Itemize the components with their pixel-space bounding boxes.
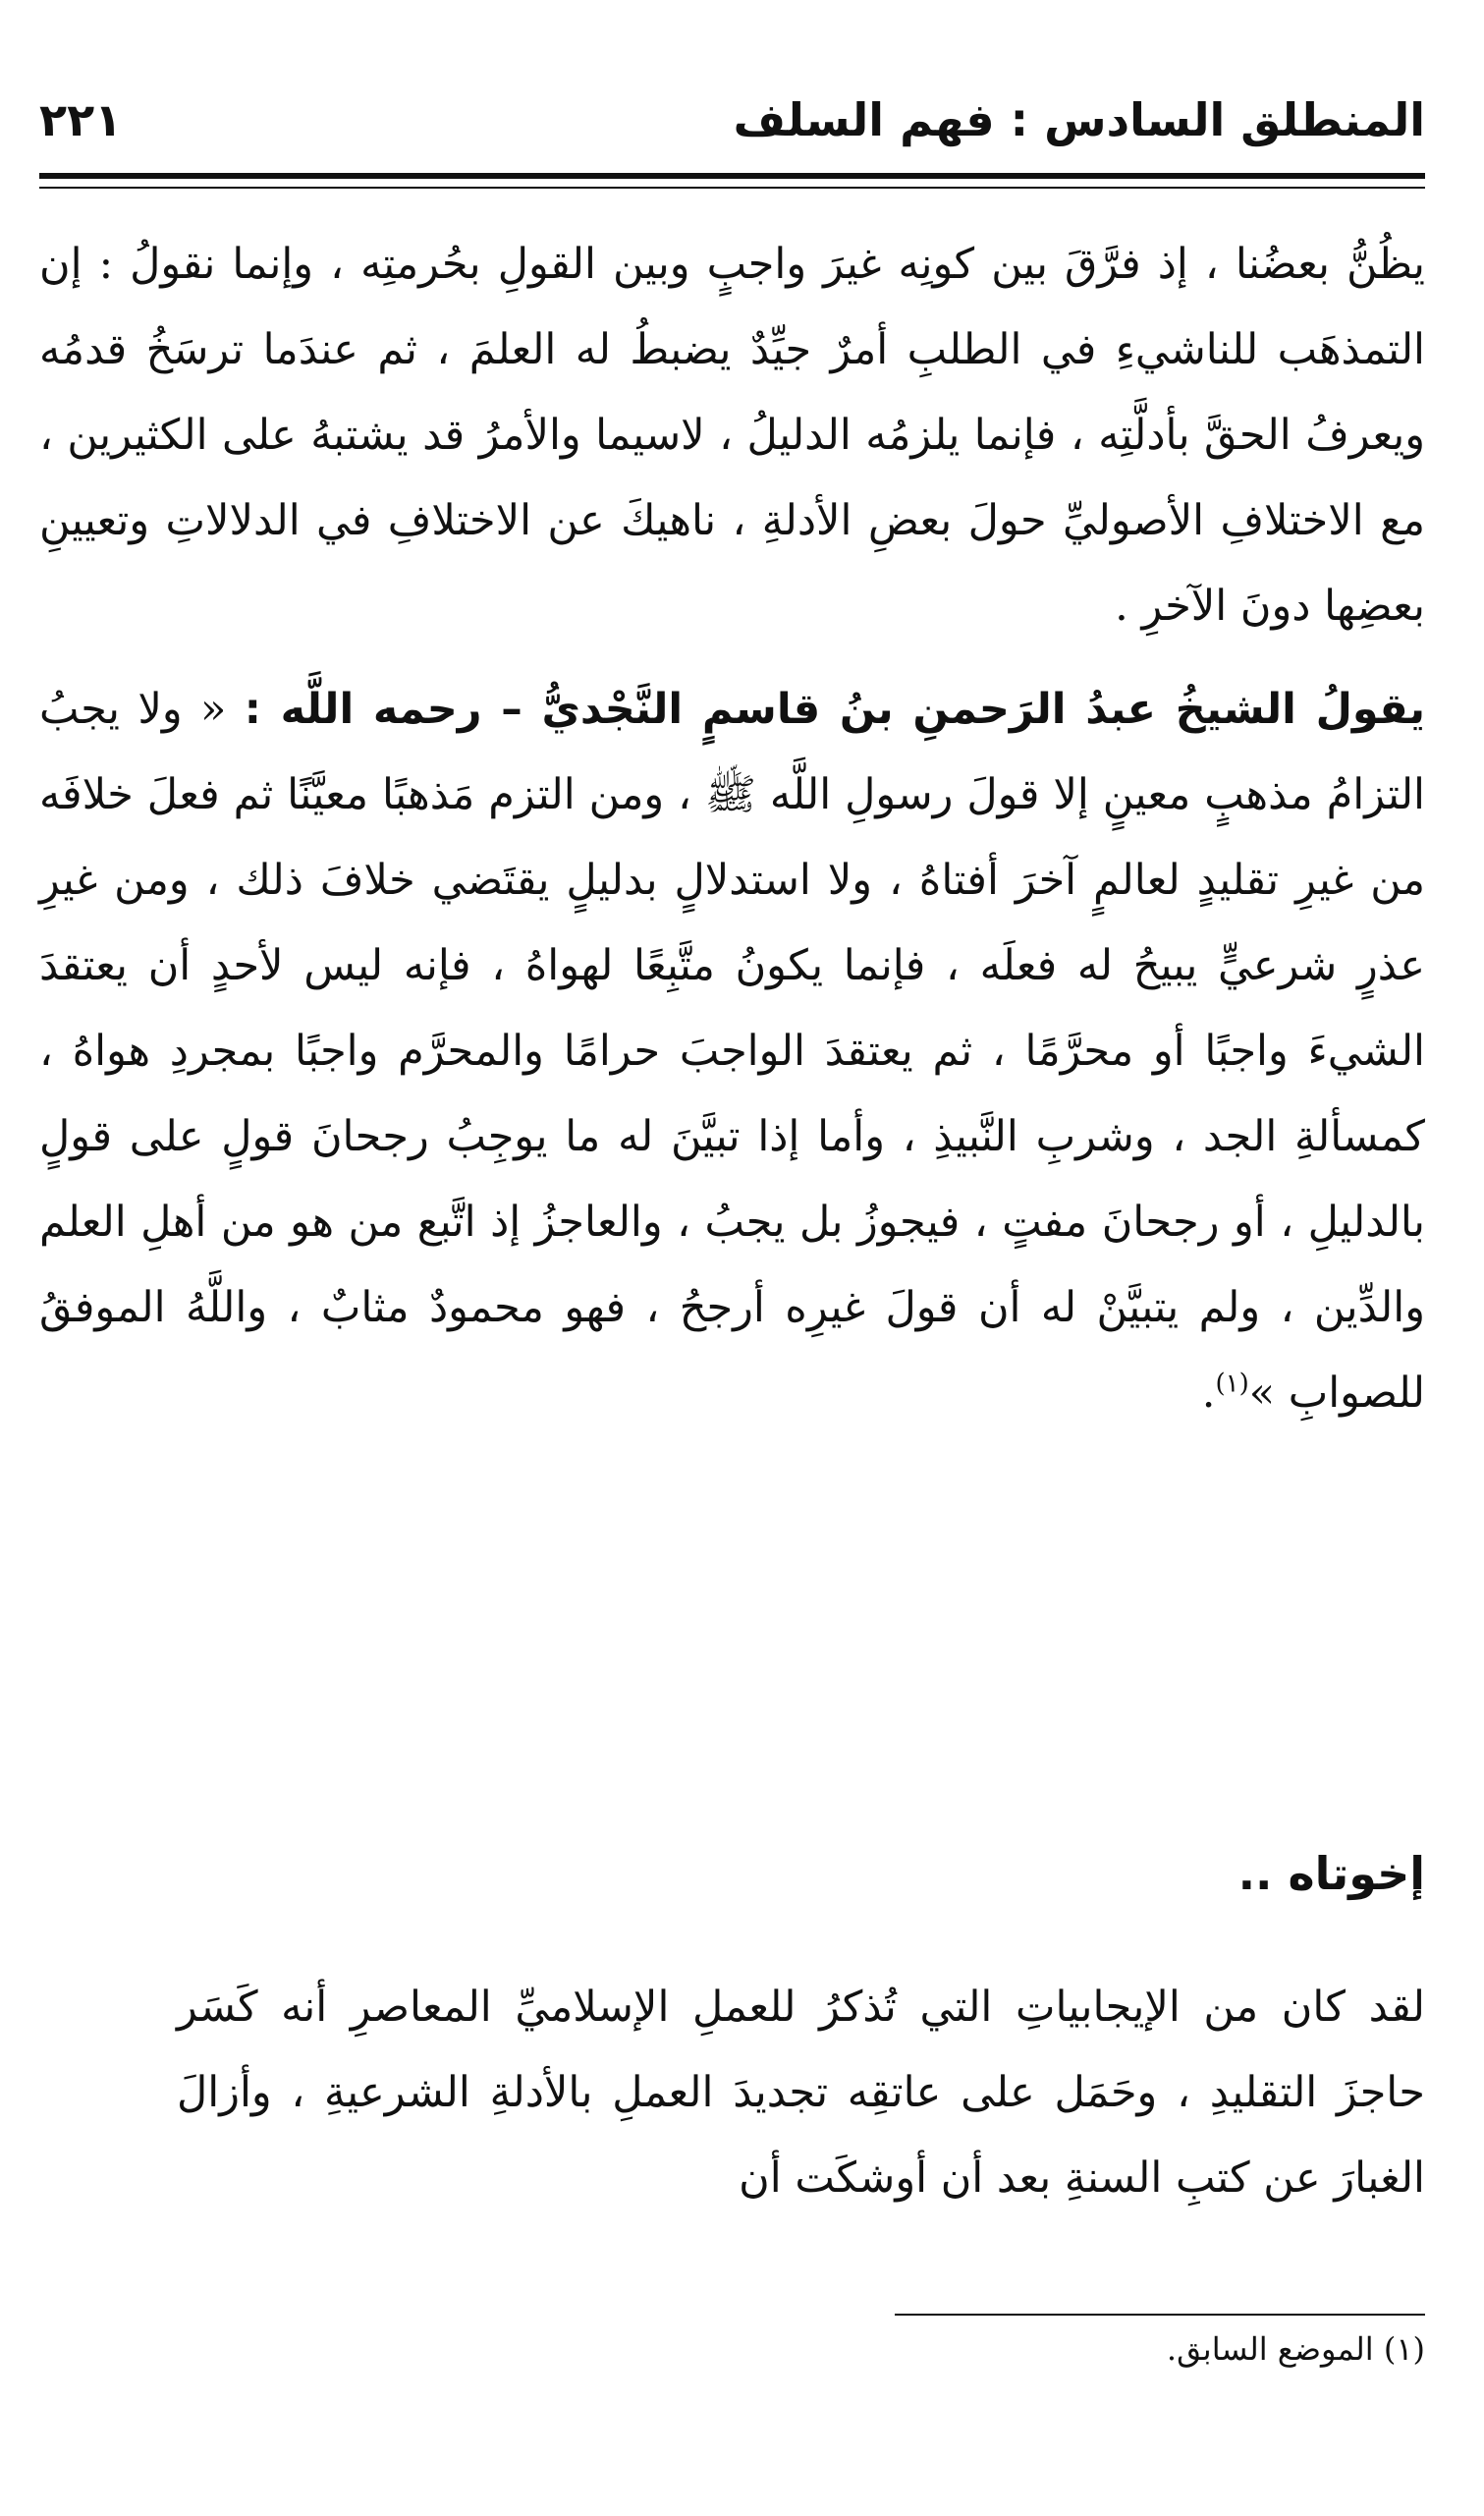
quote-paragraph <box>39 667 1425 1436</box>
running-head <box>39 93 1425 162</box>
chapter-title: المنطلق السادس : فهم السلف <box>733 93 1425 146</box>
footnote: (١) الموضع السابق. <box>1166 2330 1425 2368</box>
header-rule-thick <box>39 173 1425 179</box>
quote-end-period: . <box>1201 1369 1216 1418</box>
section-text <box>177 1965 1425 2221</box>
page-number: ٢٢١ <box>39 93 123 146</box>
footnote-reference[interactable]: (١) <box>1215 1369 1249 1399</box>
section-paragraph: لقد كان من الإيجابياتِ التي تُذكرُ للعملِ الإسلاميِّ المعاصرِ أنه كَسَر حاجزَ التقليدِ ، وحَمَل على عاتقِه تجديدَ العملِ بالأدلةِ الشرعيةِ ، وأزالَ الغبارَ عن كتبِ السنةِ بعد أن أوشكَت أن <box>177 1983 1425 2203</box>
footnote-rule <box>895 2314 1425 2316</box>
header-rule-thin <box>39 187 1425 189</box>
quote-text: « ولا يجبُ التزامُ مذهبٍ معينٍ إلا قولَ رسولِ اللَّه ﷺ ، ومن التزم مَذهبًا معيَّنًا ثم فعلَ خلافَه من غيرِ تقليدٍ لعالمٍ آخرَ أفتاهُ ، ولا استدلالٍ بدليلٍ يقتَضي خلافَ ذلك ، ومن غيرِ عذرٍ شرعيٍّ يبيحُ له فعلَه ، فإنما يكونُ متَّبِعًا لهواهُ ، فإنه ليس لأحدٍ أن يعتقدَ الشيءَ واجبًا أو محرَّمًا ، ثم يعتقدَ الواجبَ حرامًا والمحرَّم واجبًا بمجردِ هواهُ ، كمسألةِ الجد ، وشربِ النَّبيذِ ، وأما إذا تبيَّنَ له ما يوجِبُ رجحانَ قولٍ على قولٍ بالدليلِ ، أو رجحانَ مفتٍ ، فيجوزُ بل يجبُ ، والعاجزُ إذ اتَّبع من هو من أهلِ العلم والدِّين ، ولم يتبيَّنْ له أن قولَ غيرِه أرجحُ ، فهو محمودٌ مثابٌ ، واللَّهُ الموفقُ للصوابِ » <box>39 685 1425 1418</box>
paragraph-1: يظُنُّ بعضُنا ، إذ فرَّقَ بين كونِه غيرَ واجبٍ وبين القولِ بحُرمتِه ، وإنما نقولُ : إن التمذهَب للناشيءِ في الطلبِ أمرٌ جيِّدٌ يضبطُ له العلمَ ، ثم عندَما ترسَخُ قدمُه ويعرفُ الحقَّ بأدلَّتِه ، فإنما يلزمُه الدليلُ ، لاسيما والأمرُ قد يشتبهُ على الكثيرين ، مع الاختلافِ الأصوليِّ حولَ بعضِ الأدلةِ ، ناهيكَ عن الاختلافِ في الدلالاتِ وتعيينِ بعضِها دونَ الآخرِ . <box>39 240 1425 631</box>
quote-speaker: يقولُ الشيخُ عبدُ الرَحمنِ بنُ قاسمٍ النَّجْديُّ – رحمه اللَّه : <box>244 685 1425 734</box>
section-heading: إخوتاه .. <box>1237 1847 1425 1900</box>
body-text <box>39 222 1425 1436</box>
